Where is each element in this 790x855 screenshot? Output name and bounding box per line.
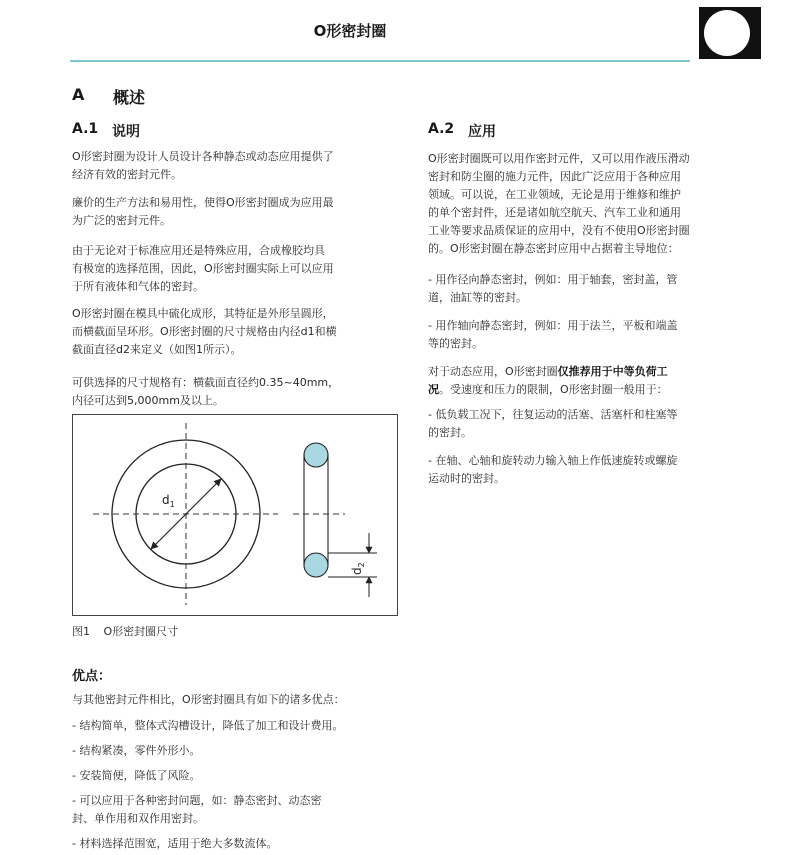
text-span: 。受速度和压力的限制，O形密封圈一般用于： xyxy=(439,383,668,396)
text-line: - 在轴、心轴和旋转动力输入轴上作低速旋转或螺旋 xyxy=(428,454,678,467)
caption-text: O形密封圈尺寸 xyxy=(103,625,179,638)
text-line: - 安装简便，降低了风险。 xyxy=(72,769,201,782)
list-item xyxy=(72,717,345,735)
text-line: - 结构紧凑，零件外形小。 xyxy=(72,744,201,757)
a1-title: 说明 xyxy=(112,124,140,140)
list-item xyxy=(72,742,345,760)
text-line: 由于无论对于标准应用还是特殊应用，合成橡胶均具 xyxy=(72,244,325,257)
a1-paragraph-4 xyxy=(72,305,337,359)
list-item xyxy=(72,792,345,828)
text-line: O形密封圈既可以用作密封元件，又可以用作液压滑动 xyxy=(428,152,690,165)
a2-bullet-4 xyxy=(428,452,677,488)
text-span: 对于动态应用，O形密封圈 xyxy=(428,365,558,378)
a1-paragraph-3 xyxy=(72,242,334,296)
text-line: 的密封。 xyxy=(428,426,472,439)
figure-1 xyxy=(72,414,398,616)
text-line xyxy=(428,363,668,381)
text-line: 等的密封。 xyxy=(428,337,483,350)
text-line: 于所有液体和气体的密封。 xyxy=(72,280,204,293)
text-line: O形密封圈为设计人员设计各种静态或动态应用提供了 xyxy=(72,150,334,163)
section-title: 概述 xyxy=(113,88,146,107)
caption-number: 图1 xyxy=(72,625,90,638)
text-line: 领域。可以说，在工业领域，无论是用于维修和维护 xyxy=(428,188,681,201)
cross-section-bottom xyxy=(304,553,328,577)
figure-caption xyxy=(72,623,178,639)
text-line: 运动时的密封。 xyxy=(428,472,505,485)
text-line: 的。O形密封圈在静态密封应用中占据着主导地位： xyxy=(428,242,679,255)
section-letter: A xyxy=(72,85,85,104)
list-item xyxy=(72,835,345,853)
text-line: 廉价的生产方法和易用性，使得O形密封圈成为应用最 xyxy=(72,196,334,209)
text-line: 为广泛的密封元件。 xyxy=(72,214,171,227)
advantages-list xyxy=(72,691,345,853)
a2-bullet-1 xyxy=(428,271,677,307)
advantages-title: 优点： xyxy=(72,669,112,684)
text-line: 可供选择的尺寸规格有：横截面直径约0.35~40mm， xyxy=(72,376,340,389)
text-line: 内径可达到5,000mm及以上。 xyxy=(72,394,224,407)
text-line: - 可以应用于各种密封问题，如：静态密封、动态密 xyxy=(72,794,322,807)
text-line: - 用作径向静态密封，例如：用于轴套，密封盖，管 xyxy=(428,273,678,286)
text-line: 有极宽的选择范围，因此，O形密封圈实际上可以应用 xyxy=(72,262,334,275)
emphasis-text: 仅推荐用于中等负荷工 xyxy=(557,365,668,378)
text-line xyxy=(428,381,668,399)
a2-paragraph-1 xyxy=(428,150,690,258)
a2-number: A.2 xyxy=(428,121,455,137)
text-line: - 结构简单，整体式沟槽设计，降低了加工和设计费用。 xyxy=(72,719,344,732)
text-line: 经济有效的密封元件。 xyxy=(72,168,182,181)
text-line: 的单个密封件，还是诸如航空航天、汽车工业和通用 xyxy=(428,206,681,219)
emphasis-text: 况 xyxy=(428,383,439,396)
d2-label: $d_2$ xyxy=(350,562,366,575)
text-line: 工业等要求品质保证的应用中，没有不使用O形密封圈 xyxy=(428,224,690,237)
text-line: - 低负载工况下，往复运动的活塞、活塞杆和柱塞等 xyxy=(428,408,678,421)
text-line: 截面直径d2来定义（如图1所示）。 xyxy=(72,343,242,356)
a2-title: 应用 xyxy=(468,124,496,140)
text-line: 封、单作用和双作用密封。 xyxy=(72,812,204,825)
page-title: O形密封圈 xyxy=(313,22,387,40)
advantages-intro: 与其他密封元件相比，O形密封圈具有如下的诸多优点： xyxy=(72,693,345,706)
a1-paragraph-5 xyxy=(72,374,339,410)
a2-bullet-2 xyxy=(428,317,677,353)
title-rule xyxy=(70,60,690,62)
o-ring-dimension-diagram xyxy=(73,415,397,615)
text-line: O形密封圈在模具中硫化成形，其特征是外形呈圆形， xyxy=(72,307,334,320)
list-item xyxy=(72,767,345,785)
text-line: 密封和防尘圈的施力元件，因此广泛应用于各种应用 xyxy=(428,170,681,183)
text-line: - 材料选择范围宽，适用于绝大多数流体。 xyxy=(72,837,278,850)
o-ring-logo-icon xyxy=(699,7,761,59)
a1-number: A.1 xyxy=(72,121,99,137)
cross-section-top xyxy=(304,443,328,467)
d1-label: $d_1$ xyxy=(162,493,175,509)
a1-paragraph-1 xyxy=(72,148,334,184)
a2-bullet-3 xyxy=(428,406,677,442)
a2-paragraph-2 xyxy=(428,363,668,399)
text-line: - 用作轴向静态密封，例如：用于法兰，平板和端盖 xyxy=(428,319,678,332)
a1-paragraph-2 xyxy=(72,194,334,230)
text-line: 道，油缸等的密封。 xyxy=(428,291,527,304)
text-line: 而横截面呈环形。O形密封圈的尺寸规格由内径d1和横 xyxy=(72,325,337,338)
